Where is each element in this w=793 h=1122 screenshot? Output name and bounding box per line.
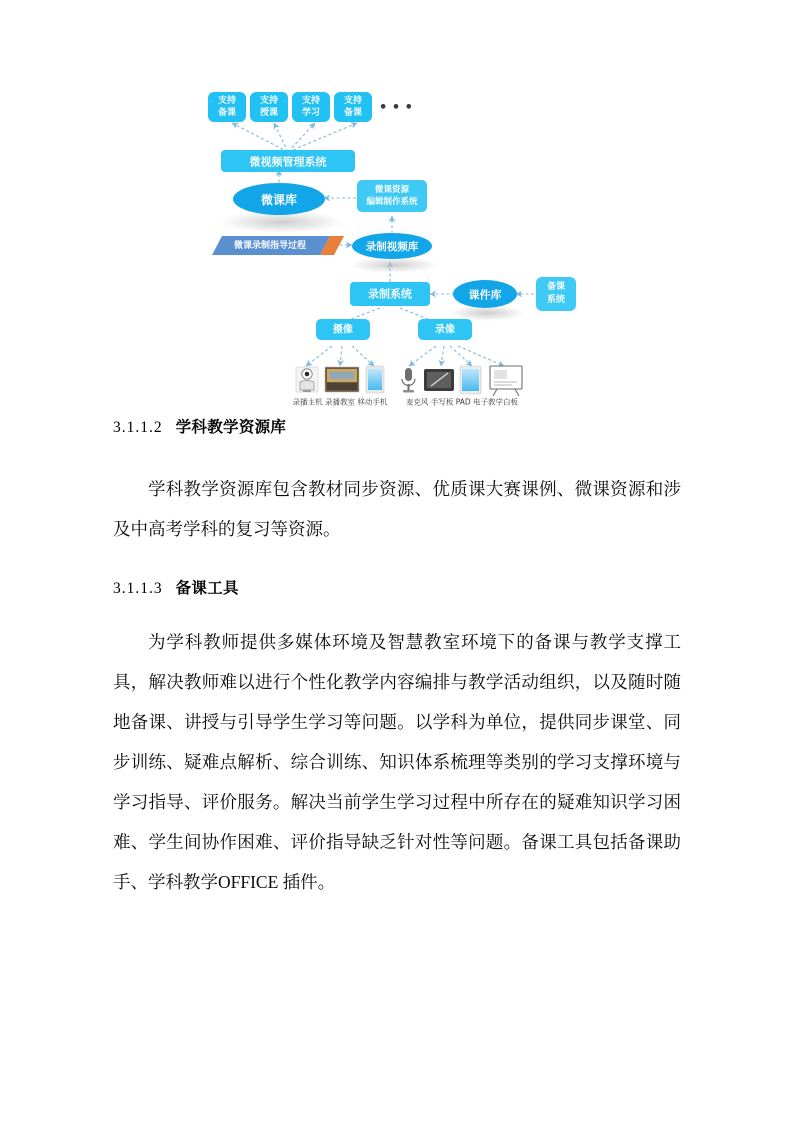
- support-box-1: [208, 92, 246, 122]
- node-resource-edit-system: [357, 180, 427, 212]
- node-recording-guide-banner-label: 微课录制指导过程: [233, 241, 307, 251]
- section-title-3-1-1-2: 学科教学资源库: [175, 418, 287, 436]
- section-title-3-1-1-3: 备课工具: [175, 579, 239, 597]
- node-resource-edit-system-line1: 微课资源: [374, 185, 410, 195]
- node-video-mgmt-system: [221, 150, 355, 172]
- node-record: [418, 319, 472, 340]
- arrow-to-support-3: [288, 123, 315, 152]
- support-box-1-line1: 支持: [217, 96, 237, 106]
- node-recording-guide-banner: [212, 236, 344, 255]
- node-courseware-library: [453, 280, 517, 308]
- node-record-label: 录像: [435, 324, 455, 336]
- support-box-2-line1: 支持: [259, 96, 279, 106]
- recorded-video-library-shadow: [350, 257, 438, 273]
- support-box-3-line2: 学习: [301, 108, 321, 118]
- arrow-to-support-4: [288, 123, 357, 152]
- support-box-4-line1: 支持: [343, 96, 363, 106]
- device-icon-recording-host: [296, 367, 318, 392]
- node-resource-edit-system-line2: 编辑制作系统: [366, 197, 418, 207]
- device-caption-right: 麦克风 手写板 PAD 电子教学白板: [405, 397, 519, 407]
- node-recorded-video-library-label: 录制视频库: [365, 241, 419, 253]
- document-body: [113, 415, 681, 902]
- device-icon-pad: [460, 366, 481, 394]
- node-recording-system-label: 录制系统: [368, 287, 412, 301]
- node-courseware-library-label: 课件库: [468, 288, 502, 302]
- node-recording-system: [350, 282, 430, 306]
- node-capture: [316, 319, 370, 340]
- device-icon-writing-tablet: [424, 369, 454, 391]
- node-recorded-video-library: [352, 233, 432, 259]
- node-lesson-prep-system-line1: 备课: [546, 282, 566, 292]
- ellipsis-label: • • •: [379, 100, 413, 116]
- node-capture-label: 摄像: [333, 324, 353, 336]
- support-box-2-line2: 授课: [259, 108, 279, 118]
- support-box-1-line2: 备课: [217, 108, 237, 118]
- node-microlecture-library-label: 微课库: [260, 193, 298, 207]
- arrow-record-dev-2: [441, 346, 444, 366]
- section-paragraph-3-1-1-3: 为学科教师提供多媒体环境及智慧教室环境下的备课与教学支撑工具，解决教师难以进行个性化教学内容编排与教学活动组织，以及随时随地备课、讲授与引导学生学习等问题。以学科为单位，提供同步课堂、同步训练、疑难点解析、综合训练、知识体系梳理等类别的学习支撑环境与学习指导、评价服务。解决当前学生学习过程中所存在的疑难知识学习困难、学生间协作困难、评价指导缺乏针对性等问题。备课工具包括备课助手、学科教学OFFICE 插件。: [113, 632, 681, 892]
- device-icon-microphone: [402, 368, 415, 393]
- arrow-to-support-2: [274, 123, 288, 152]
- node-lesson-prep-system-line2: 系统: [546, 295, 566, 305]
- arrow-capture-dev-2: [340, 346, 342, 366]
- node-lesson-prep-system: [536, 277, 576, 311]
- device-icon-mobile-phone: [366, 366, 384, 393]
- arrow-to-support-1: [232, 123, 288, 152]
- arrow-record-dev-3: [450, 346, 472, 366]
- section-heading-3-1-1-2: [113, 415, 681, 437]
- section-paragraph-3-1-1-2: 学科教学资源库包含教材同步资源、优质课大赛课例、微课资源和涉及中高考学科的复习等资源。: [113, 479, 681, 539]
- arrow-capture-dev-3: [352, 346, 374, 366]
- node-video-mgmt-system-label: 微视频管理系统: [249, 155, 327, 169]
- system-architecture-figure: [0, 70, 793, 410]
- support-box-4: [334, 92, 372, 122]
- device-icon-interactive-whiteboard: [490, 366, 522, 396]
- support-box-3: [292, 92, 330, 122]
- arrow-record-dev-1: [409, 346, 436, 366]
- support-box-2: [250, 92, 288, 122]
- section-number-3-1-1-2: 3.1.1.2: [113, 419, 163, 436]
- support-box-4-line2: 备课: [343, 108, 363, 118]
- arrow-capture-dev-1: [306, 346, 332, 366]
- section-heading-3-1-1-3: [113, 576, 681, 598]
- support-box-3-line1: 支持: [301, 96, 321, 106]
- device-caption-left: 录播主机 录播教室 移动手机: [292, 397, 388, 407]
- section-number-3-1-1-3: 3.1.1.3: [113, 580, 163, 597]
- device-icon-recording-classroom: [325, 367, 359, 392]
- arrow-record-dev-4: [458, 346, 504, 366]
- node-microlecture-library: [233, 183, 325, 215]
